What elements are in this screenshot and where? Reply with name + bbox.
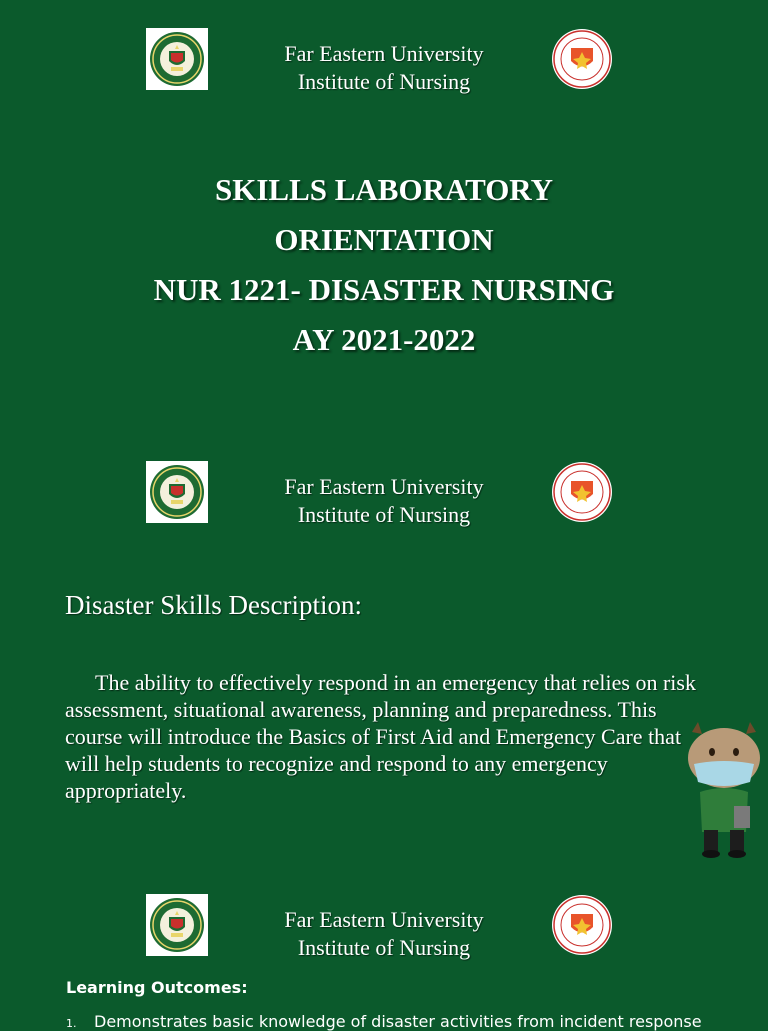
- description-paragraph: The ability to effectively respond in an emergency that relies on risk assessment, situational awareness, planning and preparedness. This course will introduce the Basics of First Aid and Emergency Care that will help students to recognize and respond to any emergency appropriately.: [65, 670, 696, 803]
- university-name: Far Eastern University: [284, 474, 484, 499]
- institute-name: Institute of Nursing: [297, 935, 471, 960]
- section-heading: Disaster Skills Description:: [65, 590, 362, 620]
- slide-orientation-title: [0, 0, 768, 433]
- university-name: Far Eastern University: [284, 41, 484, 66]
- page-title: [0, 165, 768, 365]
- title-line-1: SKILLS LABORATORY: [214, 172, 553, 207]
- university-header: [0, 473, 768, 529]
- title-line-4: AY 2021-2022: [292, 322, 476, 357]
- list-item-number: 1.: [66, 1017, 77, 1030]
- institute-name: Institute of Nursing: [297, 69, 471, 94]
- university-header: [0, 40, 768, 96]
- title-line-3: NUR 1221- DISASTER NURSING: [153, 272, 615, 307]
- slide-learning-outcomes: [0, 866, 768, 1031]
- university-header: [0, 906, 768, 962]
- university-name: Far Eastern University: [284, 907, 484, 932]
- list-item-text: Demonstrates basic knowledge of disaster activities from incident response: [94, 1012, 702, 1031]
- slide-disaster-skills: [0, 433, 768, 866]
- nursing-seal-icon: [551, 28, 613, 90]
- institute-name: Institute of Nursing: [297, 502, 471, 527]
- title-line-2: ORIENTATION: [274, 222, 494, 257]
- mascot-icon: [684, 720, 764, 860]
- learning-outcomes-heading: Learning Outcomes:: [66, 978, 248, 997]
- nursing-seal-icon: [551, 461, 613, 523]
- list-item: [66, 1012, 766, 1031]
- nursing-seal-icon: [551, 894, 613, 956]
